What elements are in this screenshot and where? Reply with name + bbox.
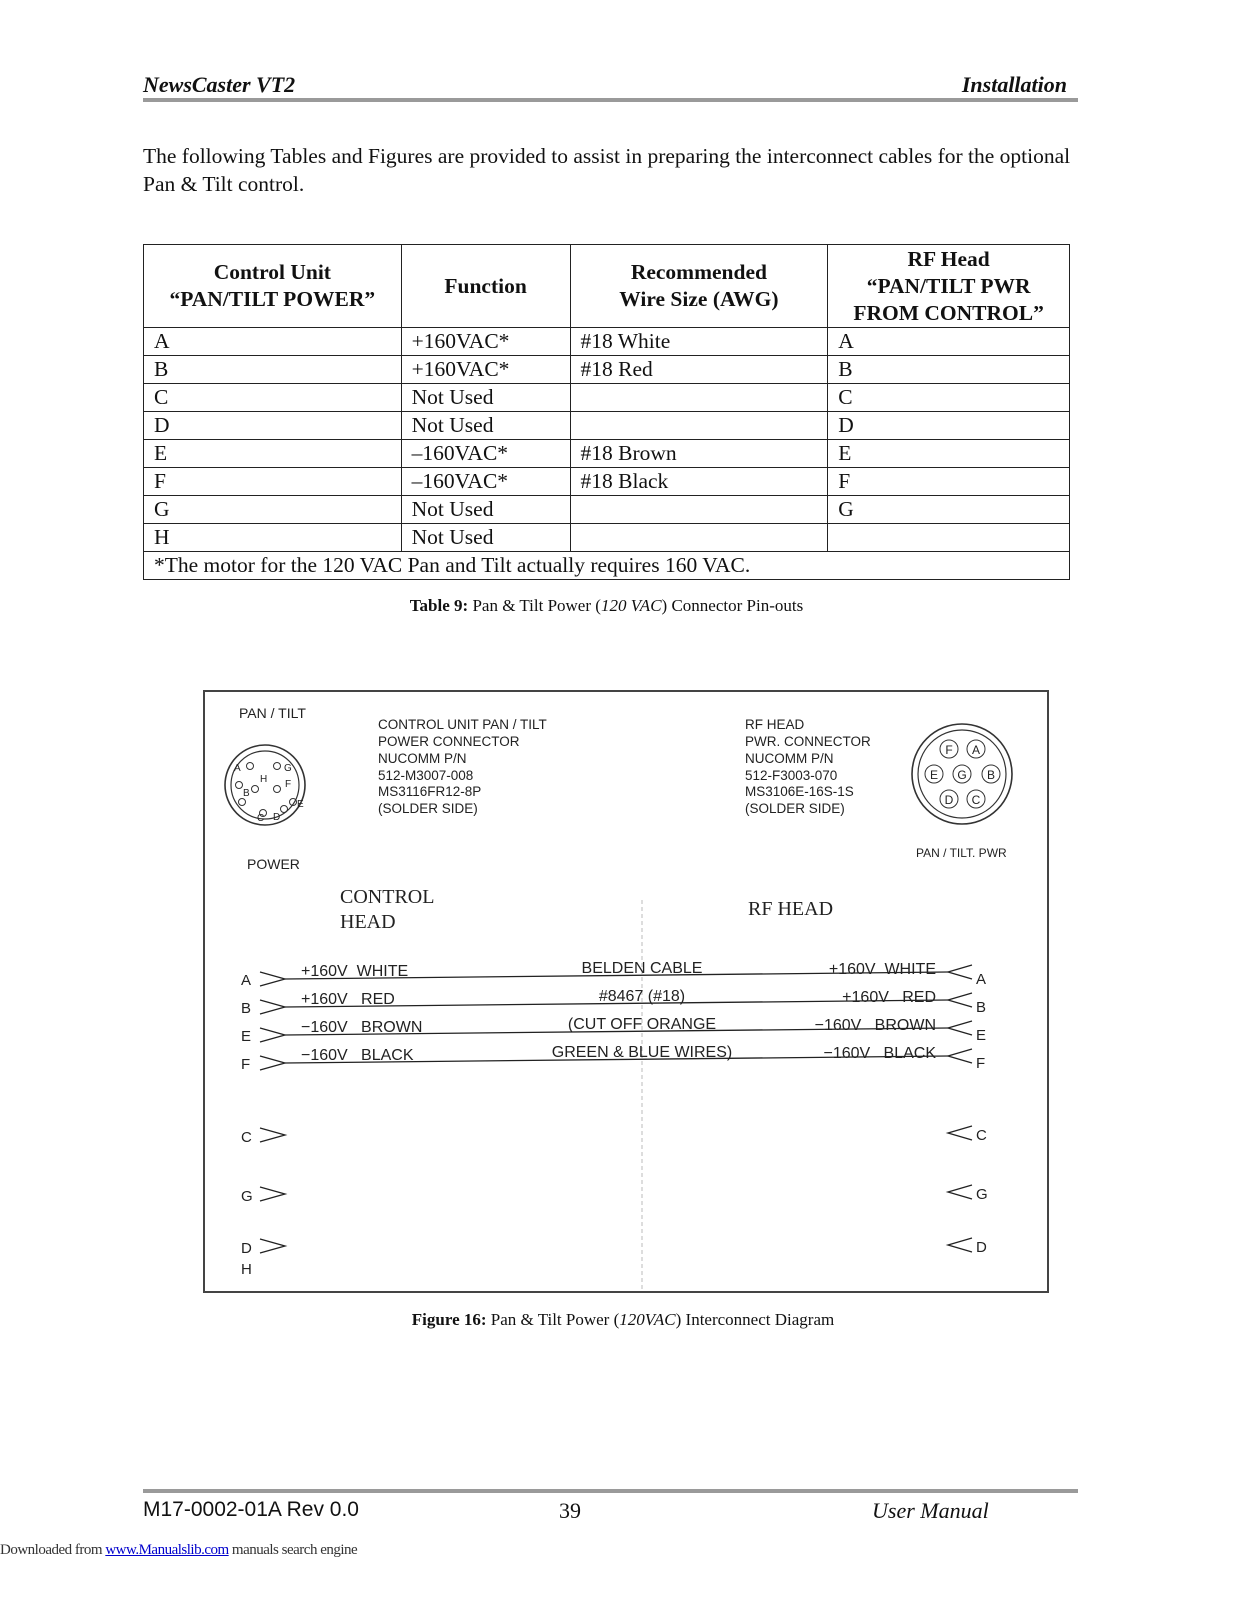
table-cell: D [144, 412, 402, 440]
left-pin-label: A [234, 763, 241, 774]
footer-doc-type: User Manual [872, 1498, 989, 1523]
table-cell: A [828, 328, 1070, 356]
info-line: 512-F3003-070 [745, 768, 838, 783]
caption-text: Pan & Tilt Power ( [490, 1310, 620, 1329]
right-pin-label: B [986, 768, 996, 782]
table-cell: +160VAC* [401, 328, 570, 356]
running-header-section: Installation [961, 72, 1067, 97]
running-header-title: NewsCaster VT2 [143, 72, 296, 97]
left-connector-arrow [260, 1239, 285, 1253]
wire-label-left: −160V BROWN [301, 1019, 423, 1036]
table-cell: #18 White [570, 328, 828, 356]
interconnect-diagram [203, 690, 1049, 1293]
wire-label-left: +160V WHITE [301, 963, 409, 980]
table-cell: #18 Brown [570, 440, 828, 468]
caption-italic: 120 VAC [600, 596, 662, 615]
right-pin-label: D [944, 793, 954, 807]
left-connector-top-label: PAN / TILT [239, 705, 306, 721]
left-unused-pin: D [241, 1240, 252, 1257]
left-pin-label: C [257, 813, 265, 824]
left-pin-label: G [284, 763, 292, 774]
table-cell: F [144, 468, 402, 496]
right-connector-label: PAN / TILT. PWR [916, 846, 1007, 860]
right-connector-arrow [948, 1126, 972, 1140]
left-wire-pin: A [241, 972, 252, 989]
header-line: “PAN/TILT PWR [866, 273, 1031, 298]
header-line: Function [444, 273, 527, 298]
table-header-row [144, 245, 1070, 328]
table-row [144, 356, 1070, 384]
right-wire-pin: F [976, 1055, 986, 1072]
right-connector-arrow [948, 1049, 972, 1063]
right-unused-pin: C [976, 1127, 987, 1144]
page-number: 39 [559, 1498, 581, 1523]
table-cell: #18 Black [570, 468, 828, 496]
left-connector-arrow [260, 972, 285, 986]
header-wire-size [570, 245, 828, 328]
info-line: MS3116FR12-8P [378, 784, 482, 799]
table-row [144, 496, 1070, 524]
table-row [144, 440, 1070, 468]
info-line: CONTROL UNIT PAN / TILT [378, 717, 547, 732]
download-notice [0, 1542, 357, 1559]
wire-label-left: +160V RED [301, 991, 395, 1008]
left-connector-arrow [260, 1056, 285, 1070]
table-cell [570, 496, 828, 524]
table-cell: Not Used [401, 524, 570, 552]
right-pin-label: C [971, 793, 981, 807]
info-line: MS3106E-16S-1S [745, 784, 854, 799]
cable-note-line: GREEN & BLUE WIRES) [551, 1044, 733, 1061]
header-rf-head [828, 245, 1070, 328]
right-unused-pin: D [976, 1239, 987, 1256]
wire-label-right: +160V RED [842, 989, 936, 1006]
table-cell: E [144, 440, 402, 468]
intro-paragraph: The following Tables and Figures are provided to assist in preparing the interconnect cables for the optional Pan & Tilt control. [143, 144, 1071, 196]
caption-label: Figure 16: [411, 1310, 487, 1329]
info-line: (SOLDER SIDE) [745, 801, 845, 816]
left-connector-arrow [260, 1028, 285, 1042]
cable-note-line: BELDEN CABLE [581, 960, 703, 977]
rf-head-connector-icon [912, 724, 1012, 824]
header-line: Wire Size (AWG) [619, 287, 779, 311]
control-unit-connector-icon [225, 745, 305, 825]
table-row [144, 384, 1070, 412]
wire-label-right: −160V BLACK [823, 1045, 936, 1062]
table-row [144, 468, 1070, 496]
left-pin-label: E [297, 799, 304, 810]
info-line: NUCOMM P/N [378, 751, 467, 766]
table-cell [570, 412, 828, 440]
info-line: (SOLDER SIDE) [378, 801, 478, 816]
header-line: “PAN/TILT POWER” [169, 287, 376, 311]
table-cell [570, 384, 828, 412]
table-cell: –160VAC* [401, 468, 570, 496]
rf-head-title: RF HEAD [748, 898, 834, 920]
rf-head-connector-info [745, 717, 871, 816]
table-cell: G [144, 496, 402, 524]
caption-text: Pan & Tilt Power ( [472, 596, 601, 615]
left-connector-arrow [260, 1128, 285, 1142]
wire-label-right: +160V WHITE [828, 961, 936, 978]
table-cell: C [144, 384, 402, 412]
info-line: 512-M3007-008 [378, 768, 474, 783]
right-connector-arrow [948, 1238, 972, 1252]
right-pin-label: E [929, 768, 939, 782]
right-connector-arrow [948, 965, 972, 979]
left-pin-label: D [273, 812, 281, 823]
table-cell: F [828, 468, 1070, 496]
pinout-table [143, 244, 1070, 580]
control-head-title: CONTROL [340, 886, 435, 908]
table-cell: #18 Red [570, 356, 828, 384]
download-text: manuals search engine [228, 1542, 358, 1558]
wire-label-right: −160V BROWN [814, 1017, 936, 1034]
table-cell: B [144, 356, 402, 384]
table-cell: H [144, 524, 402, 552]
caption-text: ) Interconnect Diagram [675, 1310, 835, 1329]
table-cell [828, 524, 1070, 552]
download-text: Downloaded from [0, 1542, 106, 1558]
header-rule [143, 98, 1078, 102]
header-control-unit [144, 245, 402, 328]
caption-label: Table 9: [409, 596, 469, 615]
table-cell: +160VAC* [401, 356, 570, 384]
right-wire-pin: A [976, 971, 987, 988]
info-line: POWER CONNECTOR [378, 734, 520, 749]
table-cell: E [828, 440, 1070, 468]
right-connector-arrow [948, 1021, 972, 1035]
figure-caption [143, 1310, 1103, 1330]
left-pin-label: B [243, 788, 250, 799]
header-line: RF Head [907, 246, 990, 271]
right-connector-arrow [948, 1185, 972, 1199]
caption-text: ) Connector Pin-outs [661, 596, 804, 615]
table-cell: D [828, 412, 1070, 440]
table-footnote: *The motor for the 120 VAC Pan and Tilt actually requires 160 VAC. [144, 552, 1070, 580]
footer-doc-number: M17-0002-01A Rev 0.0 [143, 1498, 359, 1521]
cable-note-line: #8467 (#18) [598, 988, 686, 1005]
table-cell: Not Used [401, 496, 570, 524]
info-line: PWR. CONNECTOR [745, 734, 871, 749]
info-line: RF HEAD [745, 717, 805, 732]
left-wire-pin: B [241, 1000, 252, 1017]
info-line: NUCOMM P/N [745, 751, 834, 766]
table-cell: Not Used [401, 412, 570, 440]
right-unused-pin: G [976, 1186, 988, 1203]
wire-label-left: −160V BLACK [301, 1047, 414, 1064]
table-cell [570, 524, 828, 552]
table-caption [143, 596, 1070, 616]
right-connector-arrow [948, 993, 972, 1007]
table-row [144, 412, 1070, 440]
table-cell: Not Used [401, 384, 570, 412]
table-cell: G [828, 496, 1070, 524]
unused-pin-arrows [260, 1126, 972, 1253]
header-line: Recommended [630, 260, 767, 284]
table-cell: B [828, 356, 1070, 384]
left-connector-bottom-label: POWER [247, 856, 300, 872]
caption-italic: 120VAC [619, 1310, 676, 1329]
cable-note-line: (CUT OFF ORANGE [567, 1016, 717, 1033]
table-row [144, 524, 1070, 552]
table-cell: C [828, 384, 1070, 412]
right-wire-pin: E [976, 1027, 987, 1044]
left-wire-pin: F [241, 1056, 251, 1073]
left-connector-arrow [260, 1000, 285, 1014]
table-footnote-row [144, 552, 1070, 580]
table-cell: –160VAC* [401, 440, 570, 468]
table-row [144, 328, 1070, 356]
left-pin-label: F [285, 779, 292, 790]
right-wire-pin: B [976, 999, 987, 1016]
table-cell: A [144, 328, 402, 356]
right-pin-label: G [957, 768, 967, 782]
left-pin-label: H [260, 774, 268, 785]
right-pin-label: F [945, 743, 953, 757]
left-unused-pin: C [241, 1129, 252, 1146]
right-pin-label: A [971, 743, 981, 757]
footer-rule [143, 1489, 1078, 1493]
header-function [401, 245, 570, 328]
left-extra-pin: H [241, 1261, 252, 1278]
control-unit-connector-info [378, 717, 547, 816]
control-head-title: HEAD [340, 911, 396, 933]
manualslib-link[interactable]: www.Manualslib.com [105, 1542, 229, 1558]
left-wire-pin: E [241, 1028, 252, 1045]
diagram-svg [205, 692, 1047, 1291]
header-line: FROM CONTROL” [853, 300, 1044, 325]
left-connector-arrow [260, 1187, 285, 1201]
left-unused-pin: G [241, 1188, 253, 1205]
header-line: Control Unit [213, 260, 331, 284]
